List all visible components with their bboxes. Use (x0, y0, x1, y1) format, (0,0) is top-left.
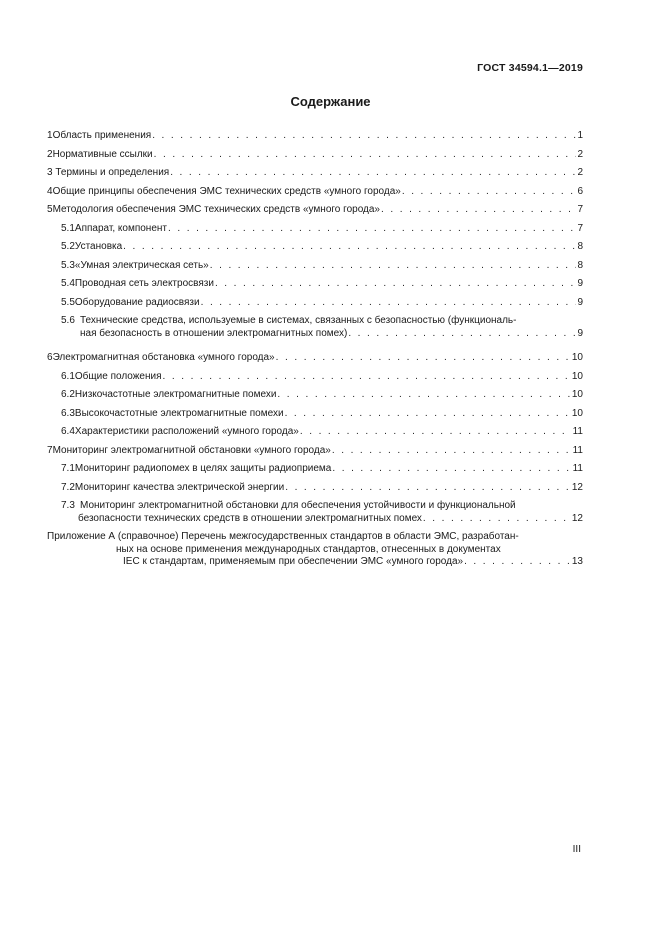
toc-entry-5-2[interactable]: 5.2 Установка . . . 8 (47, 235, 583, 254)
document-code: ГОСТ 34594.1—2019 (477, 62, 583, 74)
toc-entry-5-6[interactable]: 5.6 Технические средства, используемые в системах, связанных с безопасностью (функциональ- ная безопасность в отношении электромагнитных помех) . . . 9 (47, 315, 583, 340)
toc-entry-appendix-a[interactable]: Приложение А (справочное) Перечень межгосударственных стандартов в области ЭМС, разработан- ных на основе применения международных стандартов, отнесенных в документах IEC к стандартам, применяемым при обеспечении ЭМС «умного города» . . . 13 (47, 531, 583, 569)
toc-entry-3[interactable]: 3 Термины и определения . . . 2 (47, 161, 583, 180)
toc-entry-5-3[interactable]: 5.3 «Умная электрическая сеть» . . . 8 (47, 254, 583, 273)
toc-entry-4[interactable]: 4 Общие принципы обеспечения ЭМС технических средств «умного города» . . . 6 (47, 180, 583, 199)
toc-entry-1[interactable]: 1 Область применения . . . 1 (47, 124, 583, 143)
toc-entry-7-1[interactable]: 7.1 Мониторинг радиопомех в целях защиты радиоприема . . . 11 (47, 457, 583, 476)
page-number: III (572, 844, 581, 855)
toc-entry-5-4[interactable]: 5.4 Проводная сеть электросвязи . . . 9 (47, 272, 583, 291)
toc-entry-7-2[interactable]: 7.2 Мониторинг качества электрической энергии . . . 12 (47, 476, 583, 495)
toc-entry-6-4[interactable]: 6.4 Характеристики расположений «умного города» . . . 11 (47, 420, 583, 439)
table-of-contents (47, 124, 583, 575)
toc-entry-2[interactable]: 2 Нормативные ссылки . . . 2 (47, 143, 583, 162)
toc-entry-6-3[interactable]: 6.3 Высокочастотные электромагнитные помехи . . . 10 (47, 402, 583, 421)
toc-entry-5-5[interactable]: 5.5 Оборудование радиосвязи . . . 9 (47, 291, 583, 310)
page-title: Содержание (290, 94, 371, 109)
toc-entry-6[interactable]: 6 Электромагнитная обстановка «умного города» . . . 10 (47, 346, 583, 365)
toc-entry-6-1[interactable]: 6.1 Общие положения . . . 10 (47, 365, 583, 384)
toc-entry-5-1[interactable]: 5.1 Аппарат, компонент . . . 7 (47, 217, 583, 236)
toc-entry-6-2[interactable]: 6.2 Низкочастотные электромагнитные помехи . . . 10 (47, 383, 583, 402)
toc-entry-5[interactable]: 5 Методология обеспечения ЭМС технических средств «умного города» . . . 7 (47, 198, 583, 217)
toc-entry-7-3[interactable]: 7.3 Мониторинг электромагнитной обстановки для обеспечения устойчивости и функциональной безопасности технических средств в отношении электромагнитных помех . . . 12 (47, 500, 583, 525)
toc-entry-7[interactable]: 7 Мониторинг электромагнитной обстановки «умного города» . . . 11 (47, 439, 583, 458)
